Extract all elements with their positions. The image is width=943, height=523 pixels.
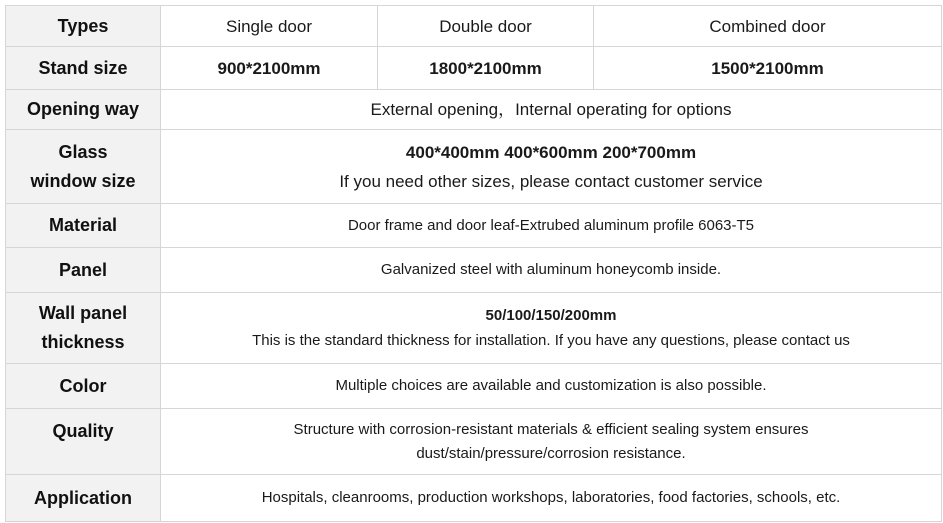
glass-window-size-note: If you need other sizes, please contact customer service (339, 171, 763, 191)
opening-way-row (6, 90, 942, 130)
types-label: Types (57, 15, 109, 36)
quality-value-cell (161, 409, 942, 475)
single-door-header-cell (161, 6, 378, 47)
stand-size-double-value: 1800*2100mm (429, 58, 542, 78)
color-header-cell (6, 364, 161, 409)
wall-panel-thickness-value-cell (161, 293, 942, 364)
wall-panel-thickness-row (6, 293, 942, 364)
material-value: Door frame and door leaf-Extrubed aluminum profile 6063-T5 (347, 216, 755, 234)
material-value-cell (161, 204, 942, 248)
opening-way-value-cell (161, 90, 942, 130)
panel-header-cell (6, 248, 161, 293)
wall-panel-thickness-note: This is the standard thickness for installation. If you have any questions, please contact us (252, 332, 850, 349)
combined-door-header-cell (594, 6, 942, 47)
wall-panel-thickness-label-line2: thickness (41, 332, 125, 352)
specification-table (5, 5, 942, 522)
glass-window-sizes: 400*400mm 400*600mm 200*700mm (405, 142, 697, 162)
quality-header-cell (6, 409, 161, 475)
types-row (6, 6, 942, 47)
wall-panel-thickness-header-cell (6, 293, 161, 364)
stand-size-header-cell (6, 47, 161, 90)
opening-way-label: Opening way (26, 99, 140, 119)
quality-value-line2: dust/stain/pressure/corrosion resistance. (416, 444, 686, 462)
stand-size-single-value: 900*2100mm (217, 58, 321, 78)
glass-window-size-header-cell (6, 130, 161, 204)
stand-size-combined-value: 1500*2100mm (711, 58, 824, 78)
material-header-cell (6, 204, 161, 248)
combined-door-label: Combined door (709, 16, 826, 36)
color-value: Multiple choices are available and customization is also possible. (335, 377, 767, 394)
material-row (6, 204, 942, 248)
single-door-label: Single door (225, 16, 312, 36)
stand-size-combined-cell (594, 47, 942, 90)
stand-size-row (6, 47, 942, 90)
application-row (6, 475, 942, 522)
panel-row (6, 248, 942, 293)
types-header-cell (6, 6, 161, 47)
opening-way-header-cell (6, 90, 161, 130)
application-header-cell (6, 475, 161, 522)
panel-value: Galvanized steel with aluminum honeycomb inside. (380, 261, 722, 278)
quality-row (6, 409, 942, 475)
double-door-header-cell (378, 6, 594, 47)
glass-window-size-row (6, 130, 942, 204)
quality-value-line1: Structure with corrosion-resistant materials & efficient sealing system ensures (293, 420, 809, 438)
opening-way-value: External opening，Internal operating for options (370, 100, 732, 119)
application-value: Hospitals, cleanrooms, production workshops, laboratories, food factories, schools, etc. (261, 489, 841, 506)
material-label: Material (48, 215, 118, 235)
double-door-label: Double door (439, 16, 532, 36)
wall-panel-thickness-label-line1: Wall panel (38, 303, 128, 323)
glass-window-size-value-cell (161, 130, 942, 204)
wall-panel-thickness-sizes: 50/100/150/200mm (485, 307, 617, 324)
application-label: Application (34, 487, 132, 508)
stand-size-label: Stand size (38, 57, 128, 78)
stand-size-double-cell (378, 47, 594, 90)
color-label: Color (59, 375, 107, 396)
application-value-cell (161, 475, 942, 522)
color-row (6, 364, 942, 409)
glass-window-size-label-line2: window size (30, 170, 136, 191)
panel-label: Panel (58, 259, 108, 280)
stand-size-single-cell (161, 47, 378, 90)
quality-label: Quality (52, 421, 114, 441)
glass-window-size-label-line1: Glass (58, 141, 108, 162)
panel-value-cell (161, 248, 942, 293)
color-value-cell (161, 364, 942, 409)
